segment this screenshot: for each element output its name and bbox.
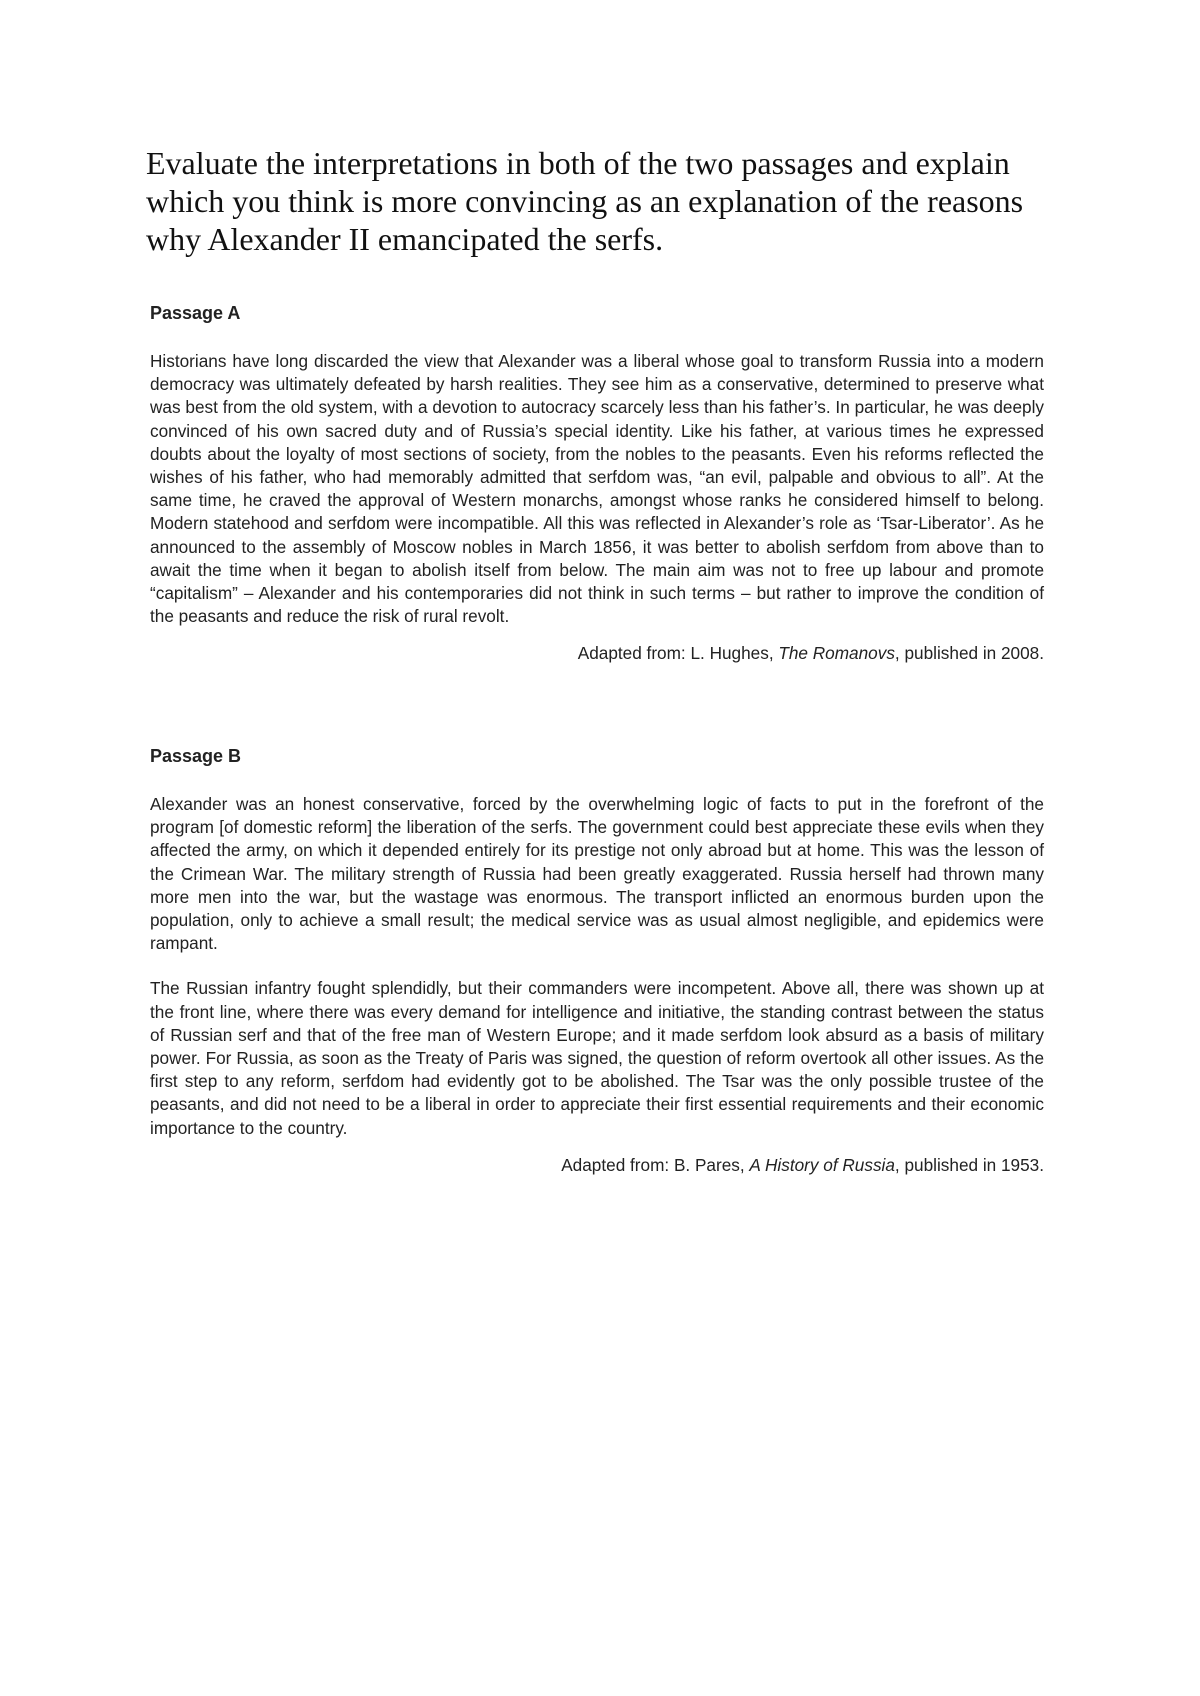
passage-b-source-prefix: Adapted from: B. Pares, — [561, 1154, 750, 1175]
passage-b-paragraph-1: Alexander was an honest conservative, forced by the overwhelming logic of facts to put in the forefront of the program [of domestic reform] the liberation of the serfs. The government could best appreciate these evils when they affected the army, on which it depended entirely for its prestige not only abroad but at home. This was the lesson of the Crimean War. The military strength of Russia had been greatly exaggerated. Russia herself had thrown many more men into the war, but the wastage was enormous. The transport inflicted an enormous burden upon the population, only to achieve a small result; the medical service was as usual almost negligible, and epidemics were rampant. — [150, 794, 1044, 954]
passage-b-source — [150, 1154, 1044, 1176]
passage-a — [150, 302, 1044, 664]
passage-a-source — [150, 642, 1044, 664]
exam-question: Evaluate the interpretations in both of the two passages and explain which you think is more convincing as an explanation of the reasons why Alexander II emancipated the serfs. — [146, 145, 1024, 257]
passage-b-source-title: A History of Russia — [749, 1154, 895, 1175]
passage-a-heading: Passage A — [150, 303, 241, 323]
passage-a-source-prefix: Adapted from: L. Hughes, — [577, 643, 779, 664]
passage-b — [150, 745, 1044, 1176]
passage-a-source-suffix: , published in 2008. — [894, 643, 1044, 664]
passage-b-source-suffix: , published in 1953. — [894, 1154, 1044, 1175]
passage-a-body: Historians have long discarded the view that Alexander was a liberal whose goal to transform Russia into a modern democracy was ultimately defeated by harsh realities. They see him as a conservative, determined to preserve what was best from the old system, with a devotion to autocracy scarcely less than his father’s. In particular, he was deeply convinced of his own sacred duty and of Russia’s special identity. Like his father, at various times he expressed doubts about the loyalty of most sections of society, from the nobles to the peasants. Even his reforms reflected the wishes of his father, who had memorably admitted that serfdom was, “an evil, palpable and obvious to all”. At the same time, he craved the approval of Western monarchs, amongst whose ranks he considered himself to belong. Modern statehood and serfdom were incompatible. All this was reflected in Alexander’s role as ‘Tsar-Liberator’. As he announced to the assembly of Moscow nobles in March 1856, it was better to abolish serfdom from above than to await the time when it began to abolish itself from below. The main aim was not to free up labour and promote “capitalism” – Alexander and his contemporaries did not think in such terms – but rather to improve the condition of the peasants and reduce the risk of rural revolt. — [150, 351, 1044, 627]
passage-b-paragraph-2: The Russian infantry fought splendidly, but their commanders were incompetent. Above all, there was shown up at the front line, where there was every demand for intelligence and initiative, the standing contrast between the status of Russian serf and that of the free man of Western Europe; and it made serfdom look absurd as a basis of military power. For Russia, as soon as the Treaty of Paris was signed, the question of reform overtook all other issues. As the first step to any reform, serfdom had evidently got to be abolished. The Tsar was the only possible trustee of the peasants, and did not need to be a liberal in order to appreciate their first essential requirements and their economic importance to the country. — [150, 978, 1044, 1138]
passage-b-heading: Passage B — [150, 746, 242, 766]
passage-a-source-title: The Romanovs — [778, 643, 895, 664]
